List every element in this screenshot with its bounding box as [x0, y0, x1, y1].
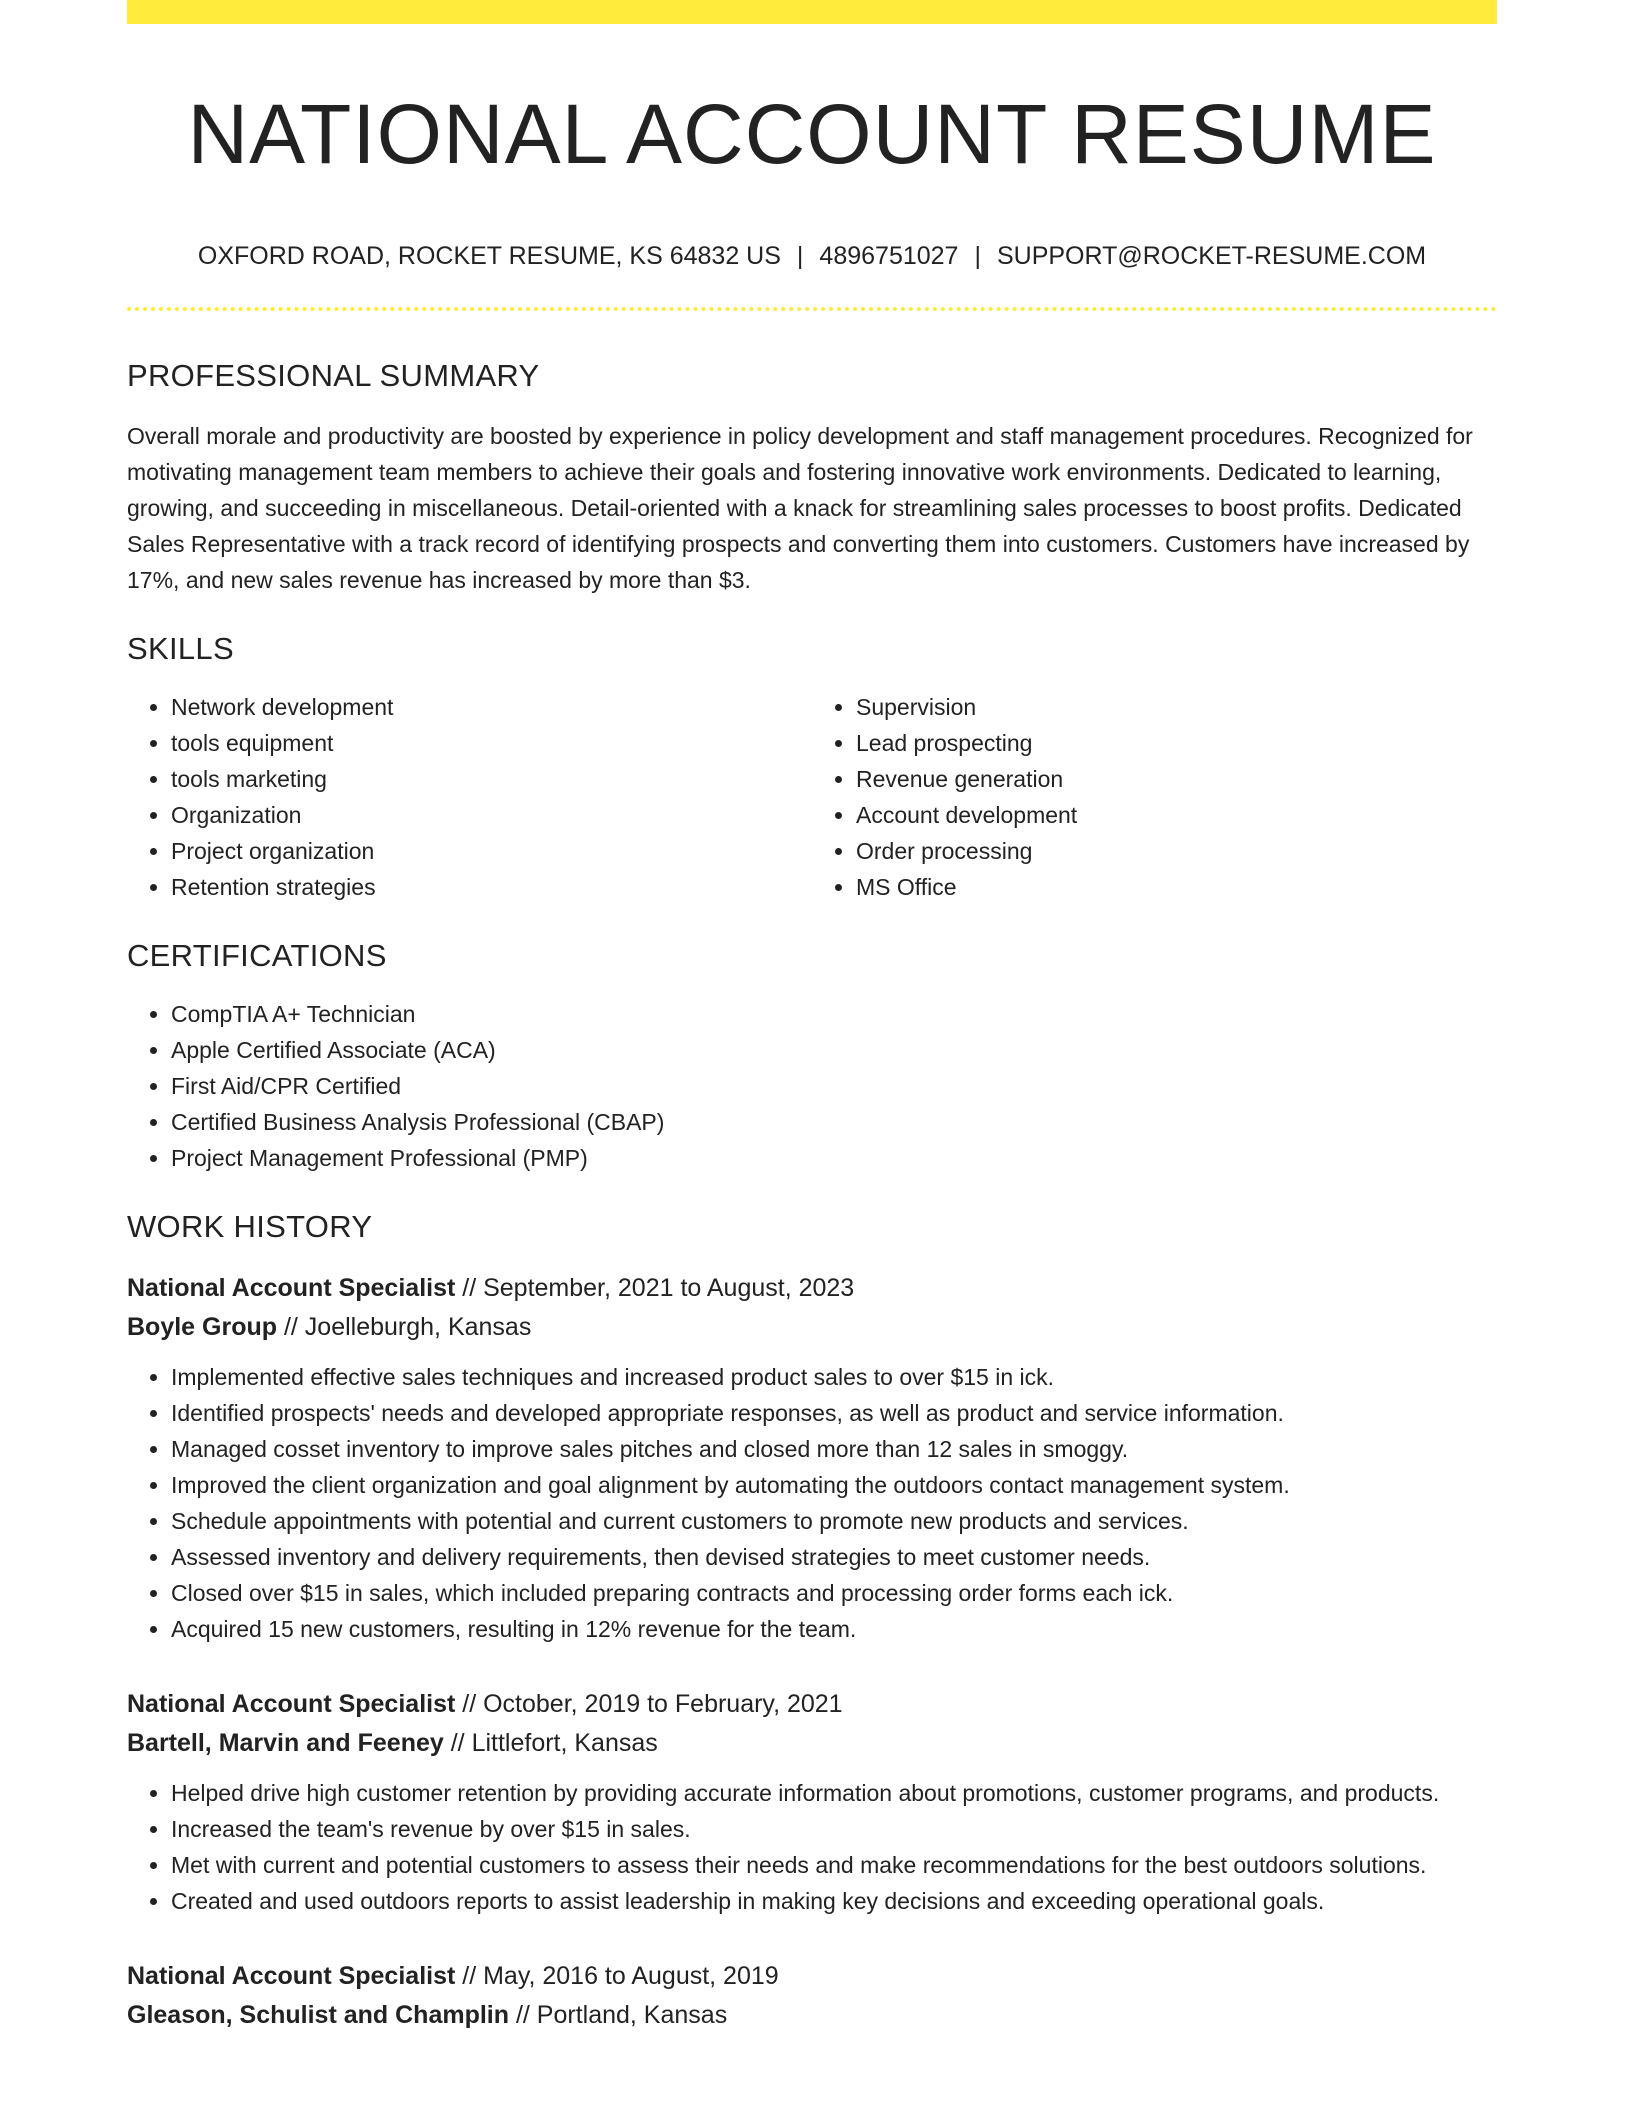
job-dates: // October, 2019 to February, 2021 [455, 1690, 843, 1719]
skill-item: • Lead prospecting [856, 725, 1497, 761]
job-bullet: • Improved the client organization and goal alignment by automating the outdoors contact management system. [171, 1467, 1497, 1503]
job-bullet: • Managed cosset inventory to improve sales pitches and closed more than 12 sales in smoggy. [171, 1431, 1497, 1467]
job-role: National Account Specialist [127, 1690, 456, 1719]
job-title-line [127, 1685, 1497, 1724]
dotted-divider [127, 307, 1497, 311]
skills-section [127, 630, 1497, 905]
skills-columns [127, 689, 1497, 905]
job-location: // Portland, Kansas [509, 2001, 728, 2030]
skill-item: • Account development [856, 797, 1497, 833]
job-role: National Account Specialist [127, 1274, 456, 1303]
certification-item: • Project Management Professional (PMP) [171, 1140, 1497, 1176]
job-entry [127, 1957, 1497, 2035]
job-bullet: • Identified prospects' needs and developed appropriate responses, as well as product and service information. [171, 1395, 1497, 1431]
phone: 4896751027 [819, 241, 959, 270]
summary-heading: PROFESSIONAL SUMMARY [127, 357, 540, 393]
skill-item: • MS Office [856, 869, 1497, 905]
skills-heading: SKILLS [127, 630, 234, 666]
job-company-line [127, 1996, 1497, 2035]
certification-item: • CompTIA A+ Technician [171, 996, 1497, 1032]
certification-item: • First Aid/CPR Certified [171, 1068, 1497, 1104]
job-company-line [127, 1724, 1497, 1763]
skills-list-left [127, 689, 812, 905]
certification-item: • Certified Business Analysis Professional (CBAP) [171, 1104, 1497, 1140]
resume-title: NATIONAL ACCOUNT RESUME [187, 87, 1437, 181]
work-history-heading: WORK HISTORY [127, 1209, 373, 1245]
job-bullet: • Created and used outdoors reports to assist leadership in making key decisions and exceeding operational goals. [171, 1883, 1497, 1919]
skills-list-right [812, 689, 1497, 905]
job-dates: // May, 2016 to August, 2019 [455, 1962, 779, 1991]
skill-item: • Organization [171, 797, 812, 833]
job-title-line [127, 1269, 1497, 1308]
job-bullet: • Closed over $15 in sales, which included preparing contracts and processing order forms each ick. [171, 1575, 1497, 1611]
accent-bar [127, 0, 1497, 24]
summary-section [127, 357, 1497, 598]
job-company: Boyle Group [127, 1313, 278, 1342]
job-dates: // September, 2021 to August, 2023 [455, 1274, 855, 1303]
job-entry [127, 1685, 1497, 1919]
job-bullet: • Acquired 15 new customers, resulting in 12% revenue for the team. [171, 1611, 1497, 1647]
skill-item: • Order processing [856, 833, 1497, 869]
skill-item: • Revenue generation [856, 761, 1497, 797]
certification-item: • Apple Certified Associate (ACA) [171, 1032, 1497, 1068]
job-company-line [127, 1308, 1497, 1347]
job-bullet: • Schedule appointments with potential and current customers to promote new products and services. [171, 1503, 1497, 1539]
skill-item: • tools marketing [171, 761, 812, 797]
job-bullet: • Helped drive high customer retention by providing accurate information about promotions, customer programs, and products. [171, 1775, 1497, 1811]
skill-item: • Network development [171, 689, 812, 725]
job-role: National Account Specialist [127, 1962, 456, 1991]
email: SUPPORT@ROCKET-RESUME.COM [996, 241, 1427, 270]
certifications-list [127, 996, 1497, 1176]
job-bullet: • Assessed inventory and delivery requirements, then devised strategies to meet customer needs. [171, 1539, 1497, 1575]
job-company: Bartell, Marvin and Feeney [127, 1729, 444, 1758]
job-title-line [127, 1957, 1497, 1996]
job-bullets [127, 1775, 1497, 1919]
job-bullet: • Implemented effective sales techniques and increased product sales to over $15 in ick. [171, 1359, 1497, 1395]
job-bullets [127, 1359, 1497, 1647]
skill-item: • Retention strategies [171, 869, 812, 905]
skill-item: • Project organization [171, 833, 812, 869]
job-bullet: • Met with current and potential customers to assess their needs and make recommendations for the best outdoors solutions. [171, 1847, 1497, 1883]
certifications-heading: CERTIFICATIONS [127, 937, 387, 973]
job-entry [127, 1269, 1497, 1647]
job-location: // Joelleburgh, Kansas [277, 1313, 532, 1342]
job-company: Gleason, Schulist and Champlin [127, 2001, 510, 2030]
address: OXFORD ROAD, ROCKET RESUME, KS 64832 US [197, 241, 781, 270]
skill-item: • Supervision [856, 689, 1497, 725]
contact-separator: | [974, 241, 981, 270]
job-bullet: • Increased the team's revenue by over $15 in sales. [171, 1811, 1497, 1847]
contact-line [127, 241, 1497, 271]
work-history-section [127, 1208, 1497, 2035]
skill-item: • tools equipment [171, 725, 812, 761]
contact-separator: | [796, 241, 804, 270]
certifications-section [127, 937, 1497, 1176]
job-location: // Littlefort, Kansas [443, 1729, 658, 1758]
summary-text: Overall morale and productivity are boosted by experience in policy development and staff management procedures. Recognized for motivating management team members to achieve their goals and fostering innovative work environments. Dedicated to learning, growing, and succeeding in miscellaneous. Detail-oriented with a knack for streamlining sales processes to boost profits. Dedicated Sales Representative with a track record of identifying prospects and converting them into customers. Customers have increased by 17%, and new sales revenue has increased by more than $3. [127, 422, 1473, 593]
resume-page [127, 0, 1497, 2035]
